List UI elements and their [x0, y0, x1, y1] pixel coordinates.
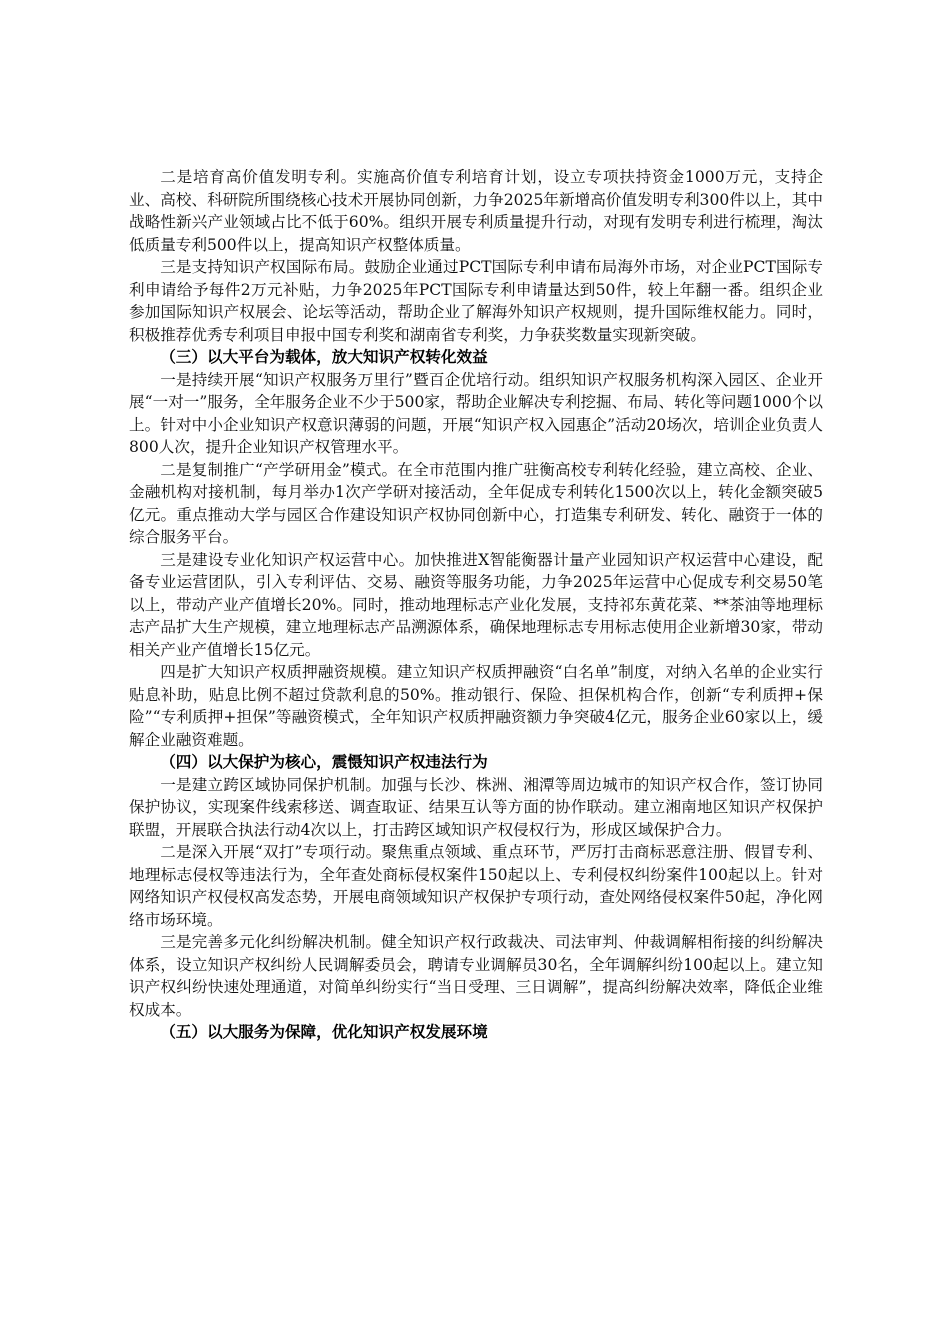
- paragraph-service-campaign: 一是持续开展“知识产权服务万里行”暨百企优培行动。组织知识产权服务机构深入园区、企业开展“一对一”服务，全年服务企业不少于500家，帮助企业解决专利挖掘、布局、转化等问题1000个以上。针对中小企业知识产权意识薄弱的问题，开展“知识产权入园惠企”活动20场次，培训企业负责人800人次，提升企业知识产权管理水平。: [129, 370, 823, 456]
- paragraph-high-value-patents: 二是培育高价值发明专利。实施高价值专利培育计划，设立专项扶持资金1000万元，支持企业、高校、科研院所围绕核心技术开展协同创新，力争2025年新增高价值发明专利300件以上，其中战略性新兴产业领域占比不低于60%。组织开展专利质量提升行动，对现有发明专利进行梳理，淘汰低质量专利500件以上，提高知识产权整体质量。: [129, 168, 823, 254]
- paragraph-dispute-resolution: 三是完善多元化纠纷解决机制。健全知识产权行政裁决、司法审判、仲裁调解相衔接的纠纷解决体系，设立知识产权纠纷人民调解委员会，聘请专业调解员30名，全年调解纠纷100起以上。建立知识产权纠纷快速处理通道，对简单纠纷实行“当日受理、三日调解”，提高纠纷解决效率，降低企业维权成本。: [129, 933, 823, 1019]
- section-heading-5: （五）以大服务为保障，优化知识产权发展环境: [160, 1023, 488, 1041]
- section-heading-4: （四）以大保护为核心，震慑知识产权违法行为: [160, 753, 488, 771]
- paragraph-international-layout: 三是支持知识产权国际布局。鼓励企业通过PCT国际专利申请布局海外市场，对企业PCT国际专利申请给予每件2万元补贴，力争2025年PCT国际专利申请量达到50件，较上年翻一番。组织企业参加国际知识产权展会、论坛等活动，帮助企业了解海外知识产权规则，提升国际维权能力。同时，积极推荐优秀专利项目申报中国专利奖和湖南省专利奖，力争获奖数量实现新突破。: [129, 258, 823, 344]
- document-body: [129, 166, 823, 1044]
- paragraph-industry-academia-model: 二是复制推广“产学研用金”模式。在全市范围内推广驻衡高校专利转化经验，建立高校、企业、金融机构对接机制，每月举办1次产学研对接活动，全年促成专利转化1500次以上，转化金额突破5亿元。重点推动大学与园区合作建设知识产权协同创新中心，打造集专利研发、转化、融资于一体的综合服务平台。: [129, 460, 823, 546]
- paragraph-special-enforcement: 二是深入开展“双打”专项行动。聚焦重点领域、重点环节，严厉打击商标恶意注册、假冒专利、地理标志侵权等违法行为，全年查处商标侵权案件150起以上、专利侵权纠纷案件100起以上。针对网络知识产权侵权高发态势，开展电商领域知识产权保护专项行动，查处网络侵权案件50起，净化网络市场环境。: [129, 843, 823, 929]
- paragraph-operations-center: 三是建设专业化知识产权运营中心。加快推进X智能衡器计量产业园知识产权运营中心建设，配备专业运营团队，引入专利评估、交易、融资等服务功能，力争2025年运营中心促成专利交易50笔以上，带动产业产值增长20%。同时，推动地理标志产业化发展，支持祁东黄花菜、**茶油等地理标志产品扩大生产规模，建立地理标志产品溯源体系，确保地理标志专用标志使用企业新增30家，带动相关产业产值增长15亿元。: [129, 550, 823, 659]
- section-heading-3: （三）以大平台为载体，放大知识产权转化效益: [160, 348, 488, 366]
- paragraph-pledge-financing: 四是扩大知识产权质押融资规模。建立知识产权质押融资“白名单”制度，对纳入名单的企业实行贴息补助，贴息比例不超过贷款利息的50%。推动银行、保险、担保机构合作，创新“专利质押+保险”“专利质押+担保”等融资模式，全年知识产权质押融资额力争突破4亿元，服务企业60家以上，缓解企业融资难题。: [129, 663, 823, 749]
- paragraph-cross-region-protection: 一是建立跨区域协同保护机制。加强与长沙、株洲、湘潭等周边城市的知识产权合作，签订协同保护协议，实现案件线索移送、调查取证、结果互认等方面的协作联动。建立湘南地区知识产权保护联盟，开展联合执法行动4次以上，打击跨区域知识产权侵权行为，形成区域保护合力。: [129, 775, 823, 839]
